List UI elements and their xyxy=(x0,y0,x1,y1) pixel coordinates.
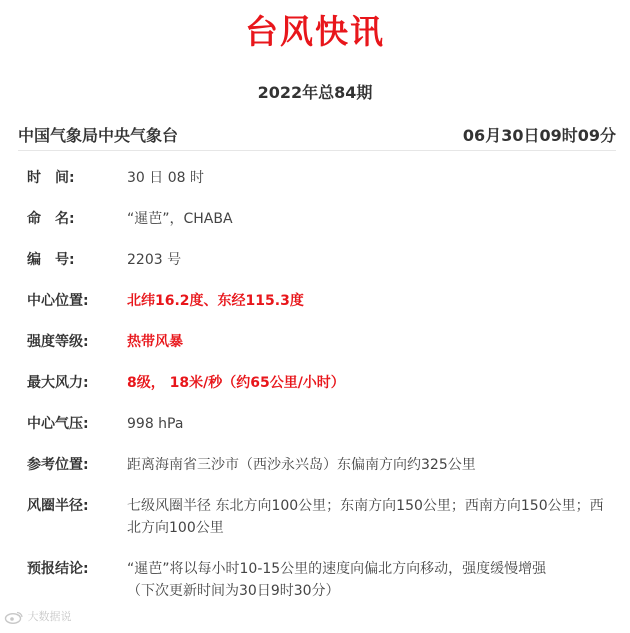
next-update-note: （下次更新时间为30日9时30分） xyxy=(127,583,340,599)
field-value: “暹芭”，CHABA xyxy=(127,211,233,227)
field-value: 热带风暴 xyxy=(127,334,183,350)
watermark xyxy=(4,608,72,624)
issuer-name: 中国气象局中央气象台 xyxy=(18,126,179,145)
forecast-text: “暹芭”将以每小时10-15公里的速度向偏北方向移动，强度缓慢增强 xyxy=(127,561,547,577)
field-value: 距离海南省三沙市（西沙永兴岛）东偏南方向约325公里 xyxy=(127,457,476,473)
issue-time: 06月30日09时09分 xyxy=(462,126,616,145)
watermark-text: 大数据说 xyxy=(27,610,72,623)
field-label: 编 号: xyxy=(27,252,75,268)
bulletin-header xyxy=(18,123,616,147)
field-value: 2203 号 xyxy=(127,252,182,268)
field-value: 七级风圈半径 东北方向100公里；东南方向150公里；西南方向150公里；西北方向100公里 xyxy=(127,498,604,536)
field-label: 中心位置: xyxy=(27,293,89,309)
field-value: 30 日 08 时 xyxy=(127,170,204,186)
field-label: 参考位置: xyxy=(27,457,89,473)
field-label: 中心气压: xyxy=(27,416,89,432)
bulletin-title: 台风快讯 xyxy=(245,12,385,51)
header-divider xyxy=(18,150,616,151)
field-label: 命 名: xyxy=(27,211,75,227)
field-value: 北纬16.2度、东经115.3度 xyxy=(127,293,304,309)
field-label: 风圈半径: xyxy=(27,498,89,514)
field-label: 时 间: xyxy=(27,170,75,186)
weibo-icon xyxy=(4,610,24,624)
field-value xyxy=(127,558,607,602)
field-value: 998 hPa xyxy=(127,416,184,432)
issue-number: 2022年总84期 xyxy=(257,83,373,102)
field-label: 最大风力: xyxy=(27,375,89,391)
field-value: 8级， 18米/秒（约65公里/小时） xyxy=(127,375,345,391)
field-label: 预报结论: xyxy=(27,561,89,577)
field-label: 强度等级: xyxy=(27,334,89,350)
